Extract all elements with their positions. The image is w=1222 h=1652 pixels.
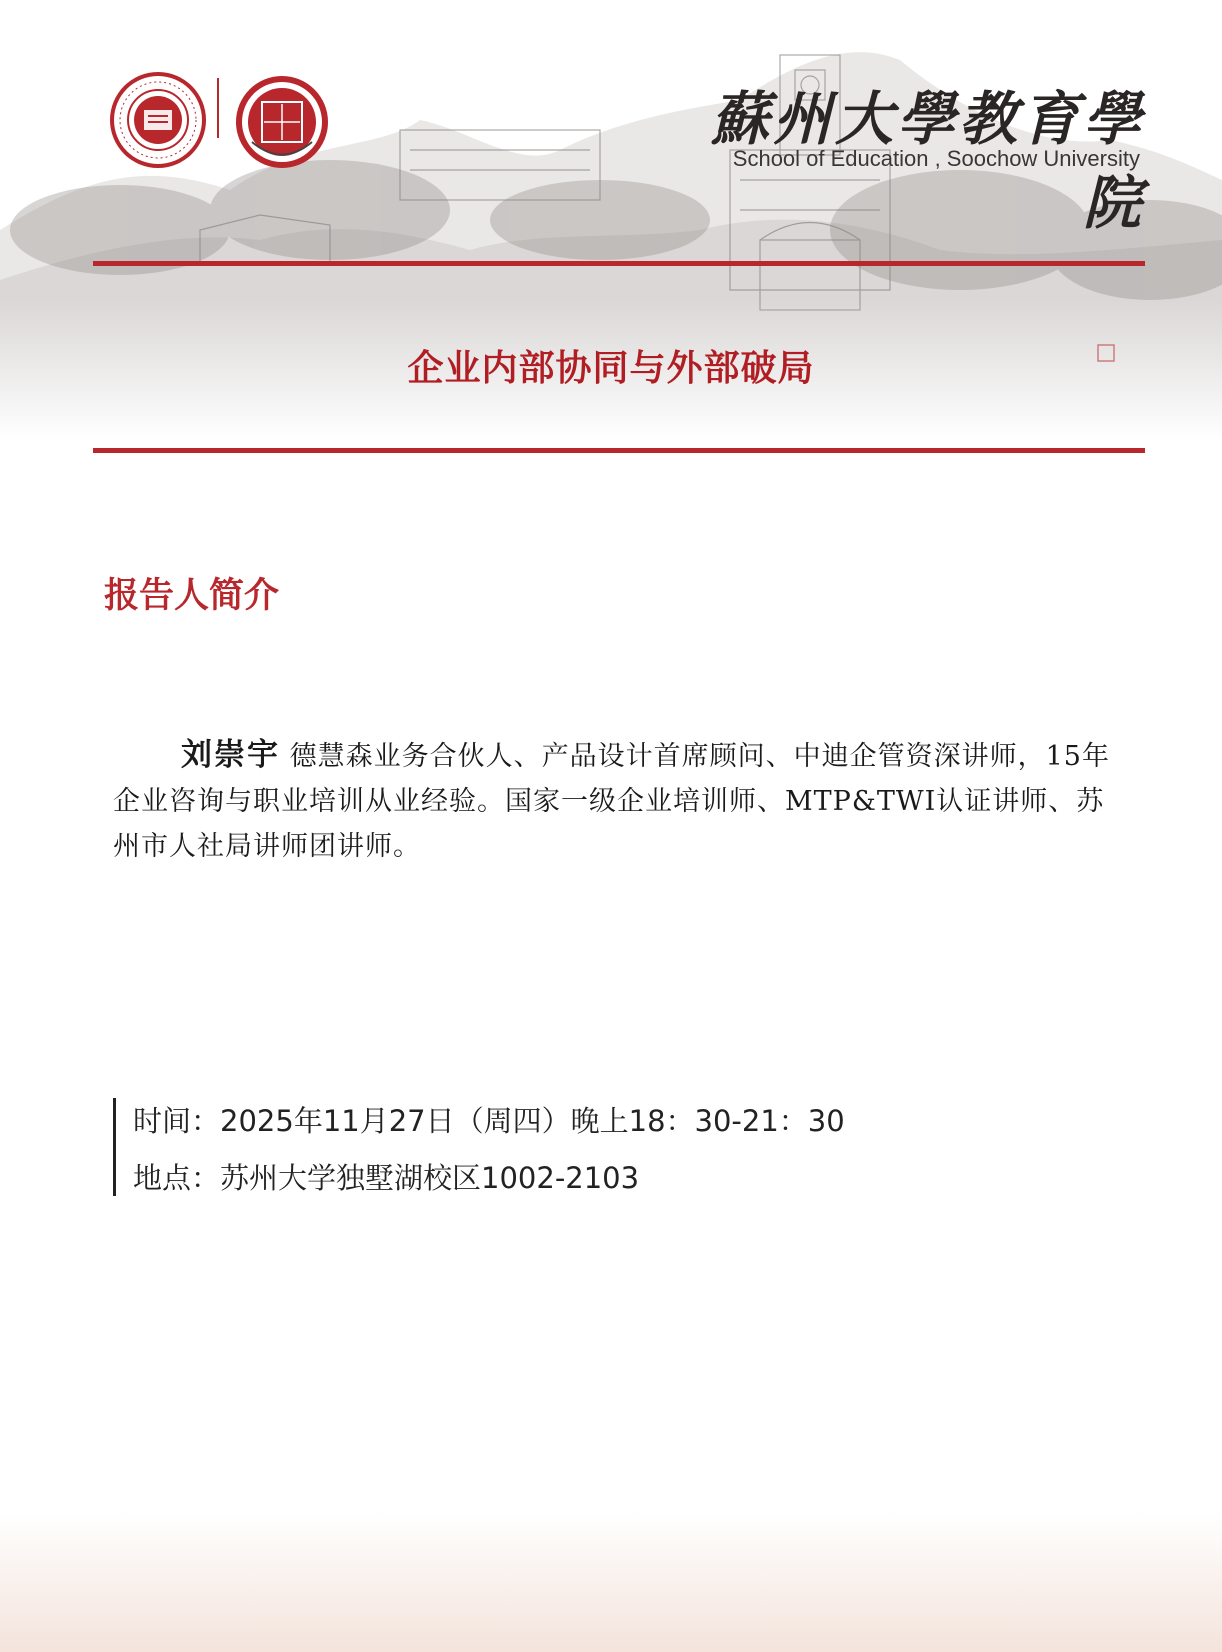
event-time	[133, 1099, 845, 1140]
event-place	[133, 1156, 639, 1197]
school-name-cn: 蘇州大學教育學院	[710, 85, 1145, 237]
speaker-name: 刘崇宇	[181, 737, 280, 773]
event-place-value: 苏州大学独墅湖校区1002-2103	[220, 1161, 640, 1195]
logo-divider	[217, 78, 219, 138]
school-name-en: School of Education , Soochow University	[732, 146, 1140, 171]
speaker-bio-text: 德慧森业务合伙人、产品设计首席顾问、中迪企管资深讲师，15年企业咨询与职业培训从业经验。国家一级企业培训师、MTP&TWI认证讲师、苏州市人社局讲师团讲师。	[113, 741, 1110, 862]
event-time-label: 时间：	[133, 1104, 221, 1138]
bottom-gradient	[0, 1512, 1222, 1652]
title-rule-bottom	[93, 448, 1145, 453]
school-of-education-logo-icon	[232, 72, 332, 172]
event-time-value: 2025年11月27日（周四）晚上18：30-21：30	[220, 1104, 845, 1138]
title-rule-top	[93, 261, 1145, 266]
speaker-bio-paragraph	[113, 733, 1113, 869]
lecture-title: 企业内部协同与外部破局	[407, 347, 815, 389]
section-heading-speaker: 报告人简介	[104, 576, 280, 616]
event-info-bar	[113, 1098, 116, 1196]
event-place-label: 地点：	[133, 1161, 221, 1195]
soochow-university-seal-icon	[108, 70, 208, 170]
